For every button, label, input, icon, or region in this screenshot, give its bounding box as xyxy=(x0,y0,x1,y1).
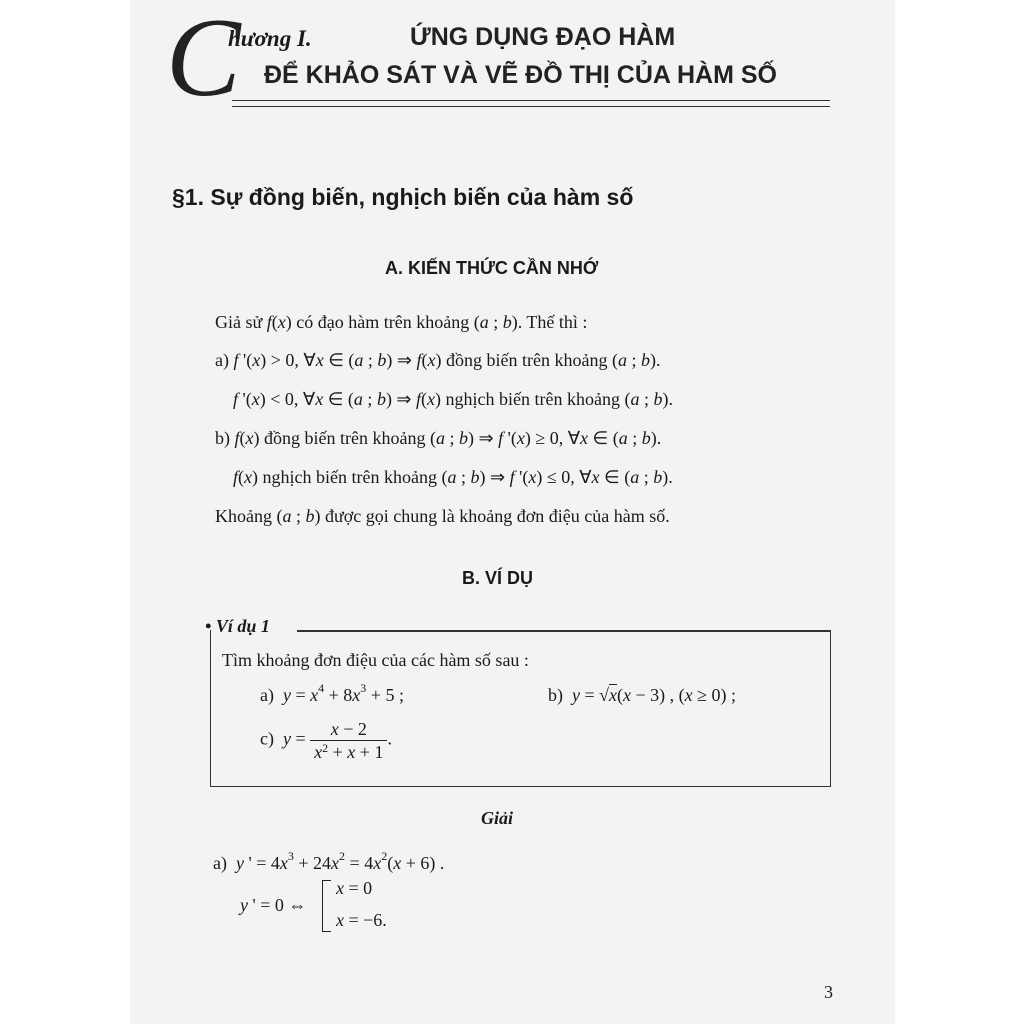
theory-line-b1: b) f(x) đồng biến trên khoảng (a ; b) ⇒ f '(x) ≥ 0, ∀x ∈ (a ; b). xyxy=(215,428,662,448)
chapter-title-line1: ỨNG DỤNG ĐẠO HÀM xyxy=(410,23,676,51)
solution-root-2: x = −6. xyxy=(336,910,387,930)
theory-line-a2: f '(x) < 0, ∀x ∈ (a ; b) ⇒ f(x) nghịch biến trên khoảng (a ; b). xyxy=(233,389,674,409)
chapter-drop-cap: C xyxy=(166,0,241,120)
theory-line-a1: a) f '(x) > 0, ∀x ∈ (a ; b) ⇒ f(x) đồng biến trên khoảng (a ; b). xyxy=(215,350,661,370)
chapter-label: hương I. xyxy=(228,26,312,51)
header-rule xyxy=(232,100,830,107)
part-b-heading: B. VÍ DỤ xyxy=(462,568,534,588)
solution-heading: Giải xyxy=(481,808,514,828)
theory-intro: Giả sử f(x) có đạo hàm trên khoảng (a ; b). Thế thì : xyxy=(215,312,588,332)
section-title: §1. Sự đồng biến, nghịch biến của hàm số xyxy=(172,184,634,210)
solution-bracket xyxy=(322,880,331,932)
page-number: 3 xyxy=(824,982,833,1002)
example-label: • Ví dụ 1 xyxy=(205,616,270,636)
example-prompt: Tìm khoảng đơn điệu của các hàm số sau : xyxy=(222,650,529,670)
example-item-a: a) $y = x^4 + 8x^3 + 5$ ; xyxy=(260,681,404,705)
part-a-heading: A. KIẾN THỨC CẦN NHỚ xyxy=(385,258,599,278)
theory-summary: Khoảng (a ; b) được gọi chung là khoảng đơn điệu của hàm số. xyxy=(215,506,670,526)
solution-line-a: a) y ' = $4x^3 + 24x^2 = 4x^2(x + 6)$ . xyxy=(213,849,445,873)
chapter-title-line2: ĐỂ KHẢO SÁT VÀ VẼ ĐỒ THỊ CỦA HÀM SỐ xyxy=(264,61,777,89)
solution-equiv: y ' = 0 ⇔ xyxy=(240,895,307,915)
theory-line-b2: f(x) nghịch biến trên khoảng (a ; b) ⇒ f '(x) ≤ 0, ∀x ∈ (a ; b). xyxy=(233,467,673,487)
example-item-c: c) y = $\frac{x - 2}{x^2 + x + 1}$ . xyxy=(260,719,392,762)
example-item-b: b) y = √x(x − 3) , (x ≥ 0) ; xyxy=(548,685,737,705)
solution-root-1: x = 0 xyxy=(336,878,373,898)
